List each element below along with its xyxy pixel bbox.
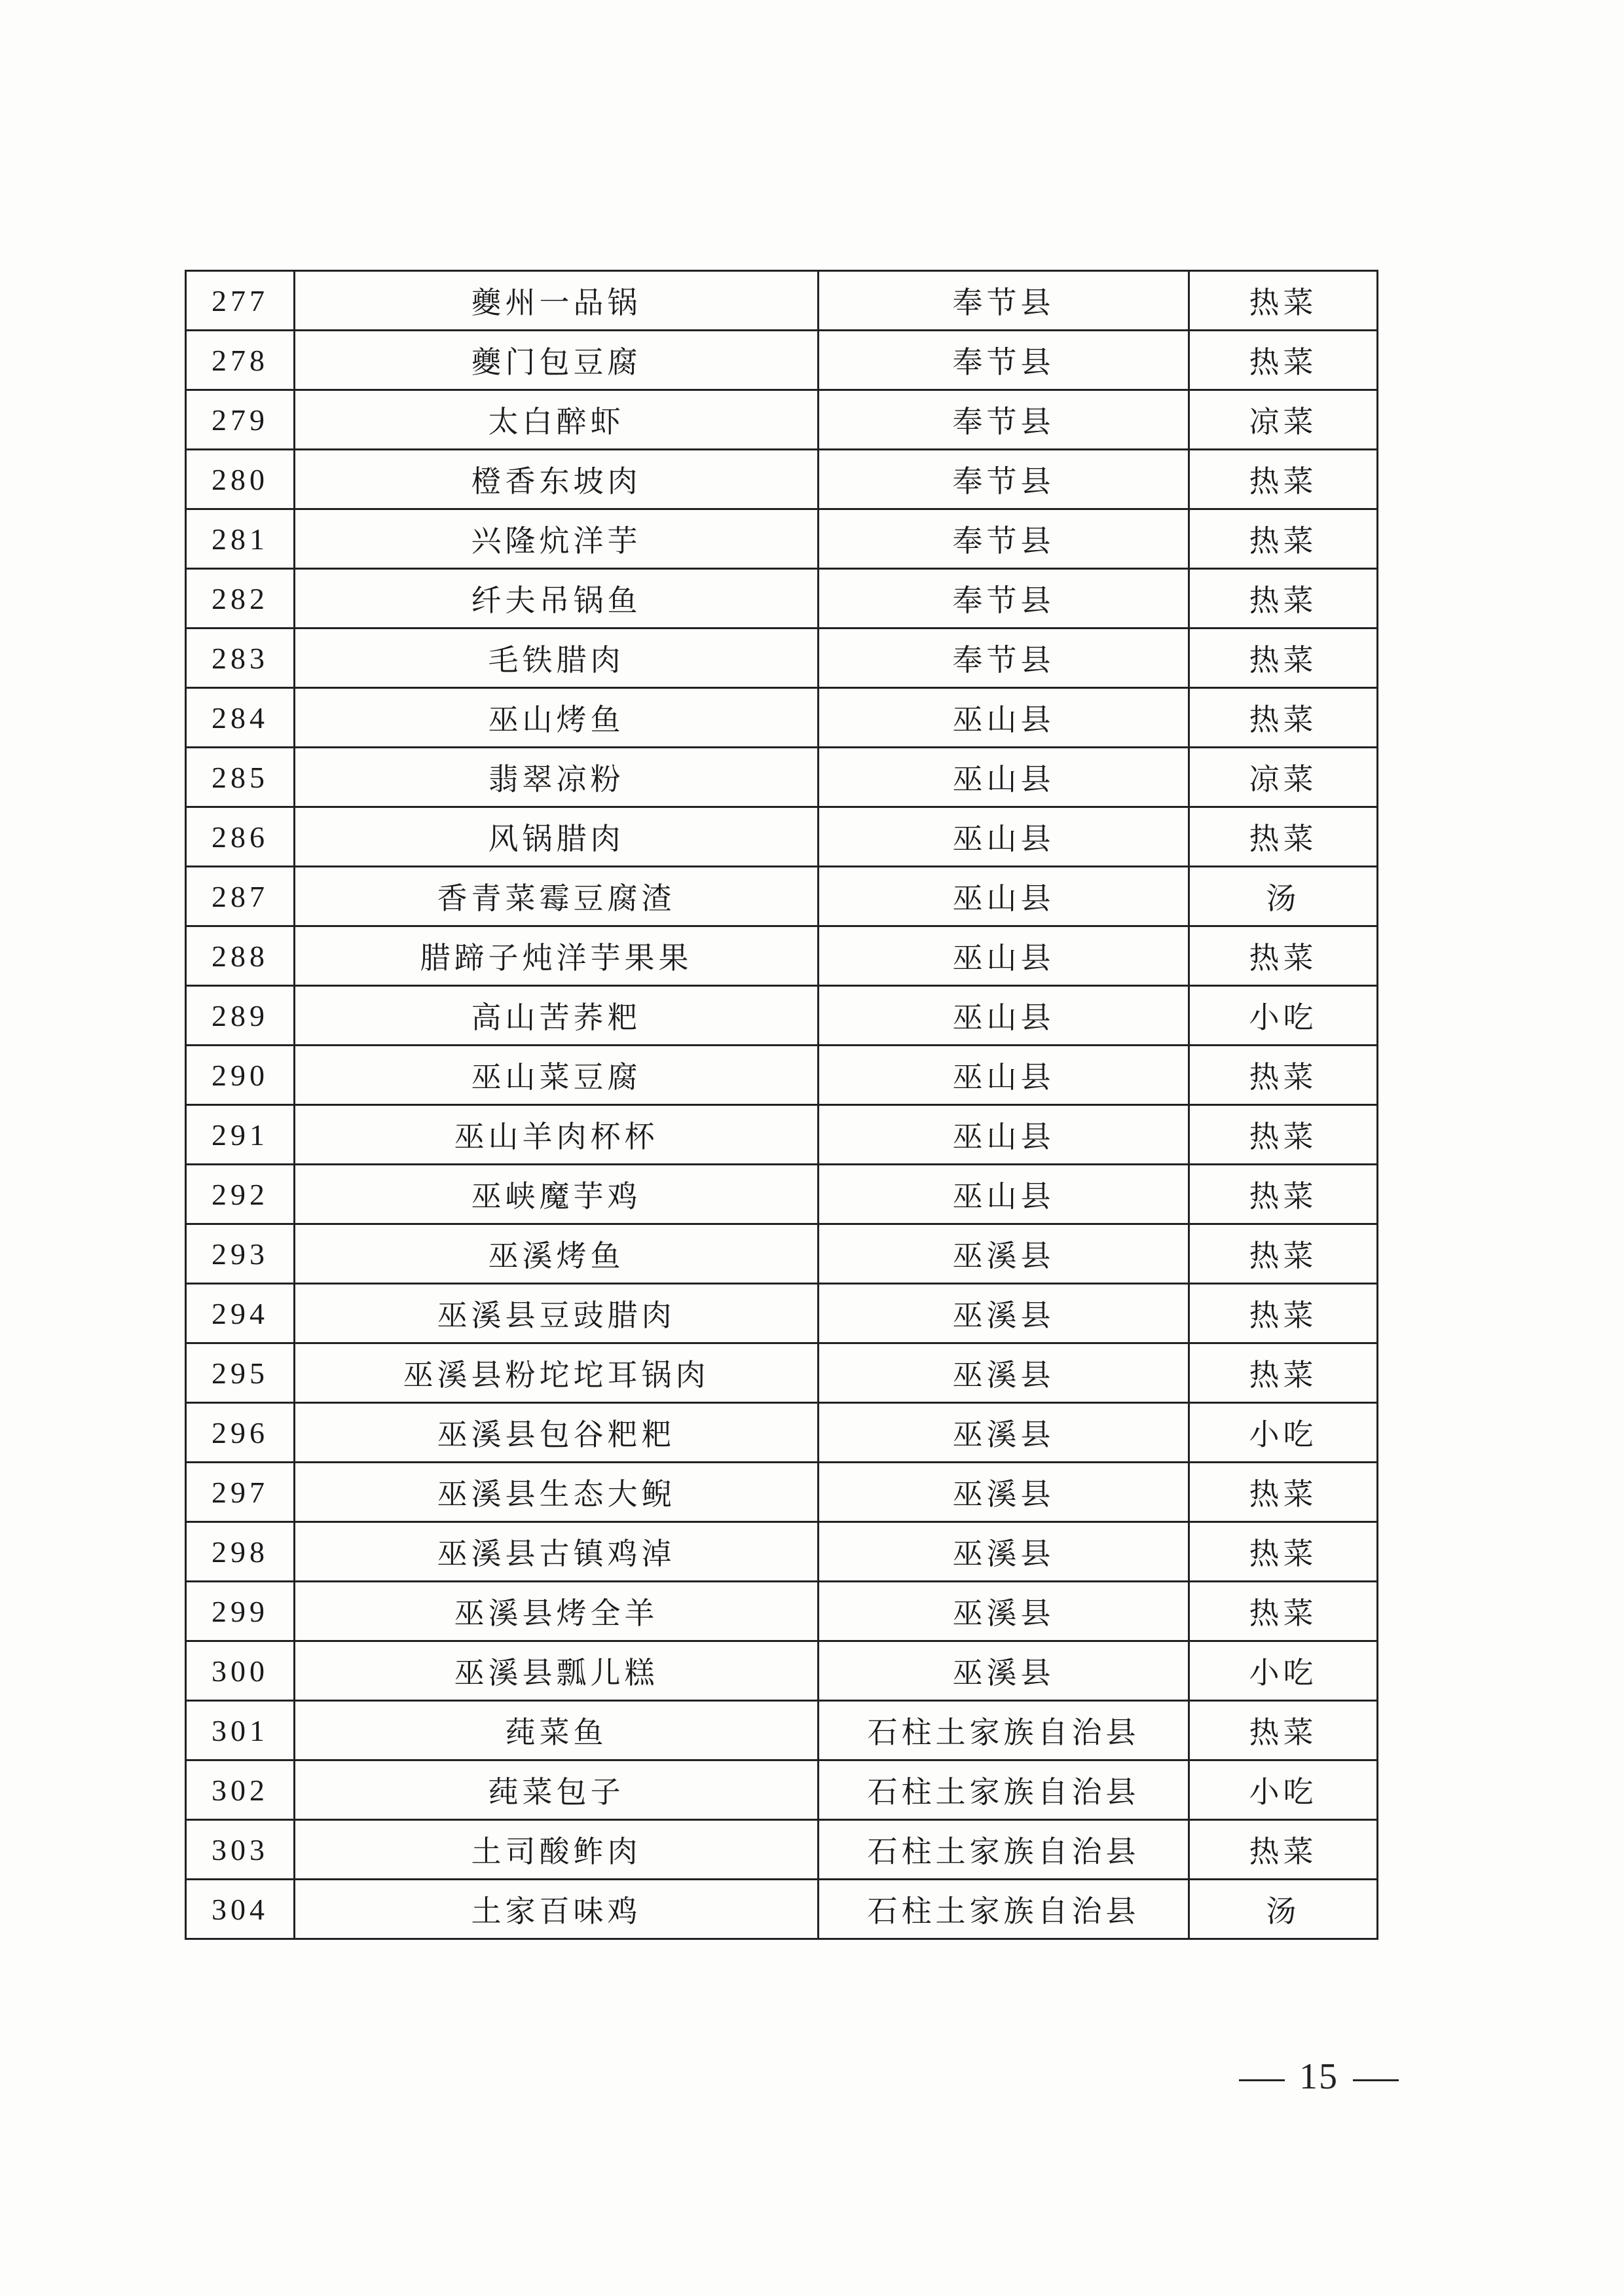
cell-county: 巫山县 <box>819 807 1189 867</box>
cell-number: 282 <box>186 569 295 629</box>
cell-dish-name: 巫溪县瓢儿糕 <box>295 1641 819 1701</box>
cell-dish-name: 腊蹄子炖洋芋果果 <box>295 926 819 986</box>
cell-dish-type: 汤 <box>1189 1880 1378 1939</box>
cell-dish-type: 热菜 <box>1189 1701 1378 1760</box>
page-number-value: 15 <box>1299 2056 1338 2097</box>
cell-dish-name: 土家百味鸡 <box>295 1880 819 1939</box>
cell-dish-type: 热菜 <box>1189 629 1378 688</box>
cell-dish-type: 热菜 <box>1189 450 1378 509</box>
cell-number: 294 <box>186 1284 295 1343</box>
cell-dish-type: 热菜 <box>1189 1284 1378 1343</box>
cell-county: 奉节县 <box>819 450 1189 509</box>
table-row <box>186 1641 1378 1701</box>
cell-county: 巫溪县 <box>819 1641 1189 1701</box>
table-row <box>186 629 1378 688</box>
cell-county: 巫山县 <box>819 748 1189 807</box>
cell-dish-name: 巫山烤鱼 <box>295 688 819 748</box>
table-row <box>186 1105 1378 1165</box>
cell-number: 292 <box>186 1165 295 1224</box>
cell-county: 巫溪县 <box>819 1582 1189 1641</box>
cell-county: 巫溪县 <box>819 1224 1189 1284</box>
cell-dish-type: 热菜 <box>1189 1463 1378 1522</box>
cell-number: 280 <box>186 450 295 509</box>
cell-county: 石柱土家族自治县 <box>819 1820 1189 1880</box>
cell-dish-name: 高山苦荞粑 <box>295 986 819 1046</box>
table-row <box>186 1165 1378 1224</box>
table-row <box>186 867 1378 926</box>
cell-number: 288 <box>186 926 295 986</box>
cell-county: 巫山县 <box>819 1046 1189 1105</box>
cell-dish-name: 巫溪烤鱼 <box>295 1224 819 1284</box>
table-row <box>186 1701 1378 1760</box>
dish-table <box>185 270 1378 1940</box>
cell-county: 巫山县 <box>819 688 1189 748</box>
cell-dish-name: 巫溪县生态大鲵 <box>295 1463 819 1522</box>
cell-dish-type: 热菜 <box>1189 926 1378 986</box>
cell-number: 302 <box>186 1760 295 1820</box>
table-row <box>186 1820 1378 1880</box>
cell-number: 287 <box>186 867 295 926</box>
cell-dish-type: 热菜 <box>1189 1105 1378 1165</box>
cell-county: 巫山县 <box>819 926 1189 986</box>
cell-dish-type: 凉菜 <box>1189 390 1378 450</box>
cell-number: 283 <box>186 629 295 688</box>
cell-dish-name: 夔州一品锅 <box>295 271 819 331</box>
cell-number: 303 <box>186 1820 295 1880</box>
cell-number: 299 <box>186 1582 295 1641</box>
table-row <box>186 748 1378 807</box>
cell-dish-type: 热菜 <box>1189 1224 1378 1284</box>
table-row <box>186 1463 1378 1522</box>
cell-number: 278 <box>186 331 295 390</box>
cell-dish-type: 凉菜 <box>1189 748 1378 807</box>
page-number-dash-left <box>1239 2079 1285 2081</box>
cell-number: 291 <box>186 1105 295 1165</box>
cell-dish-name: 太白醉虾 <box>295 390 819 450</box>
cell-county: 石柱土家族自治县 <box>819 1701 1189 1760</box>
table-row <box>186 986 1378 1046</box>
cell-county: 石柱土家族自治县 <box>819 1880 1189 1939</box>
table-row <box>186 271 1378 331</box>
cell-county: 巫溪县 <box>819 1403 1189 1463</box>
cell-number: 286 <box>186 807 295 867</box>
table-row <box>186 1522 1378 1582</box>
cell-county: 巫溪县 <box>819 1463 1189 1522</box>
cell-county: 奉节县 <box>819 390 1189 450</box>
page-number <box>1225 2056 1413 2098</box>
table-row <box>186 390 1378 450</box>
cell-dish-type: 热菜 <box>1189 1820 1378 1880</box>
cell-county: 奉节县 <box>819 509 1189 569</box>
table-row <box>186 1403 1378 1463</box>
cell-county: 巫溪县 <box>819 1284 1189 1343</box>
cell-dish-type: 热菜 <box>1189 1343 1378 1403</box>
cell-dish-name: 巫溪县烤全羊 <box>295 1582 819 1641</box>
cell-county: 巫溪县 <box>819 1522 1189 1582</box>
cell-dish-name: 巫溪县古镇鸡淖 <box>295 1522 819 1582</box>
cell-number: 281 <box>186 509 295 569</box>
cell-dish-name: 土司酸鲊肉 <box>295 1820 819 1880</box>
cell-number: 301 <box>186 1701 295 1760</box>
cell-dish-type: 热菜 <box>1189 807 1378 867</box>
cell-dish-type: 小吃 <box>1189 1403 1378 1463</box>
cell-dish-type: 热菜 <box>1189 569 1378 629</box>
table-row <box>186 450 1378 509</box>
table-row <box>186 688 1378 748</box>
page-number-dash-right <box>1353 2079 1399 2081</box>
cell-dish-name: 巫溪县豆豉腊肉 <box>295 1284 819 1343</box>
cell-dish-name: 巫山羊肉杯杯 <box>295 1105 819 1165</box>
table-row <box>186 509 1378 569</box>
cell-dish-type: 热菜 <box>1189 271 1378 331</box>
cell-dish-name: 橙香东坡肉 <box>295 450 819 509</box>
cell-dish-name: 翡翠凉粉 <box>295 748 819 807</box>
cell-dish-type: 汤 <box>1189 867 1378 926</box>
cell-county: 石柱土家族自治县 <box>819 1760 1189 1820</box>
table-row <box>186 926 1378 986</box>
cell-county: 巫山县 <box>819 986 1189 1046</box>
cell-number: 277 <box>186 271 295 331</box>
cell-county: 巫山县 <box>819 1105 1189 1165</box>
cell-dish-name: 风锅腊肉 <box>295 807 819 867</box>
cell-county: 奉节县 <box>819 331 1189 390</box>
cell-dish-type: 热菜 <box>1189 1046 1378 1105</box>
cell-number: 293 <box>186 1224 295 1284</box>
cell-dish-type: 小吃 <box>1189 1760 1378 1820</box>
cell-number: 296 <box>186 1403 295 1463</box>
cell-number: 298 <box>186 1522 295 1582</box>
cell-dish-name: 夔门包豆腐 <box>295 331 819 390</box>
cell-dish-name: 巫峡魔芋鸡 <box>295 1165 819 1224</box>
cell-dish-name: 巫溪县包谷粑粑 <box>295 1403 819 1463</box>
cell-dish-type: 热菜 <box>1189 688 1378 748</box>
cell-number: 284 <box>186 688 295 748</box>
cell-dish-type: 小吃 <box>1189 986 1378 1046</box>
cell-dish-type: 热菜 <box>1189 509 1378 569</box>
table-row <box>186 1760 1378 1820</box>
cell-dish-name: 纤夫吊锅鱼 <box>295 569 819 629</box>
table-row <box>186 1284 1378 1343</box>
cell-dish-type: 小吃 <box>1189 1641 1378 1701</box>
table-row <box>186 1343 1378 1403</box>
cell-number: 279 <box>186 390 295 450</box>
cell-number: 289 <box>186 986 295 1046</box>
cell-dish-type: 热菜 <box>1189 1165 1378 1224</box>
cell-dish-name: 香青菜霉豆腐渣 <box>295 867 819 926</box>
table-row <box>186 1046 1378 1105</box>
cell-dish-name: 莼菜包子 <box>295 1760 819 1820</box>
table-body <box>186 271 1378 1939</box>
cell-county: 奉节县 <box>819 629 1189 688</box>
cell-dish-type: 热菜 <box>1189 331 1378 390</box>
cell-number: 304 <box>186 1880 295 1939</box>
cell-number: 295 <box>186 1343 295 1403</box>
cell-dish-name: 毛铁腊肉 <box>295 629 819 688</box>
cell-county: 巫山县 <box>819 1165 1189 1224</box>
table-row <box>186 569 1378 629</box>
table-row <box>186 1880 1378 1939</box>
cell-dish-name: 莼菜鱼 <box>295 1701 819 1760</box>
cell-number: 285 <box>186 748 295 807</box>
table-row <box>186 331 1378 390</box>
cell-county: 奉节县 <box>819 569 1189 629</box>
cell-number: 300 <box>186 1641 295 1701</box>
cell-county: 巫山县 <box>819 867 1189 926</box>
cell-dish-name: 巫溪县粉坨坨耳锅肉 <box>295 1343 819 1403</box>
cell-county: 奉节县 <box>819 271 1189 331</box>
cell-county: 巫溪县 <box>819 1343 1189 1403</box>
cell-dish-name: 巫山菜豆腐 <box>295 1046 819 1105</box>
cell-dish-type: 热菜 <box>1189 1522 1378 1582</box>
cell-dish-type: 热菜 <box>1189 1582 1378 1641</box>
cell-number: 297 <box>186 1463 295 1522</box>
table-row <box>186 807 1378 867</box>
table-row <box>186 1224 1378 1284</box>
cell-number: 290 <box>186 1046 295 1105</box>
table-row <box>186 1582 1378 1641</box>
cell-dish-name: 兴隆炕洋芋 <box>295 509 819 569</box>
